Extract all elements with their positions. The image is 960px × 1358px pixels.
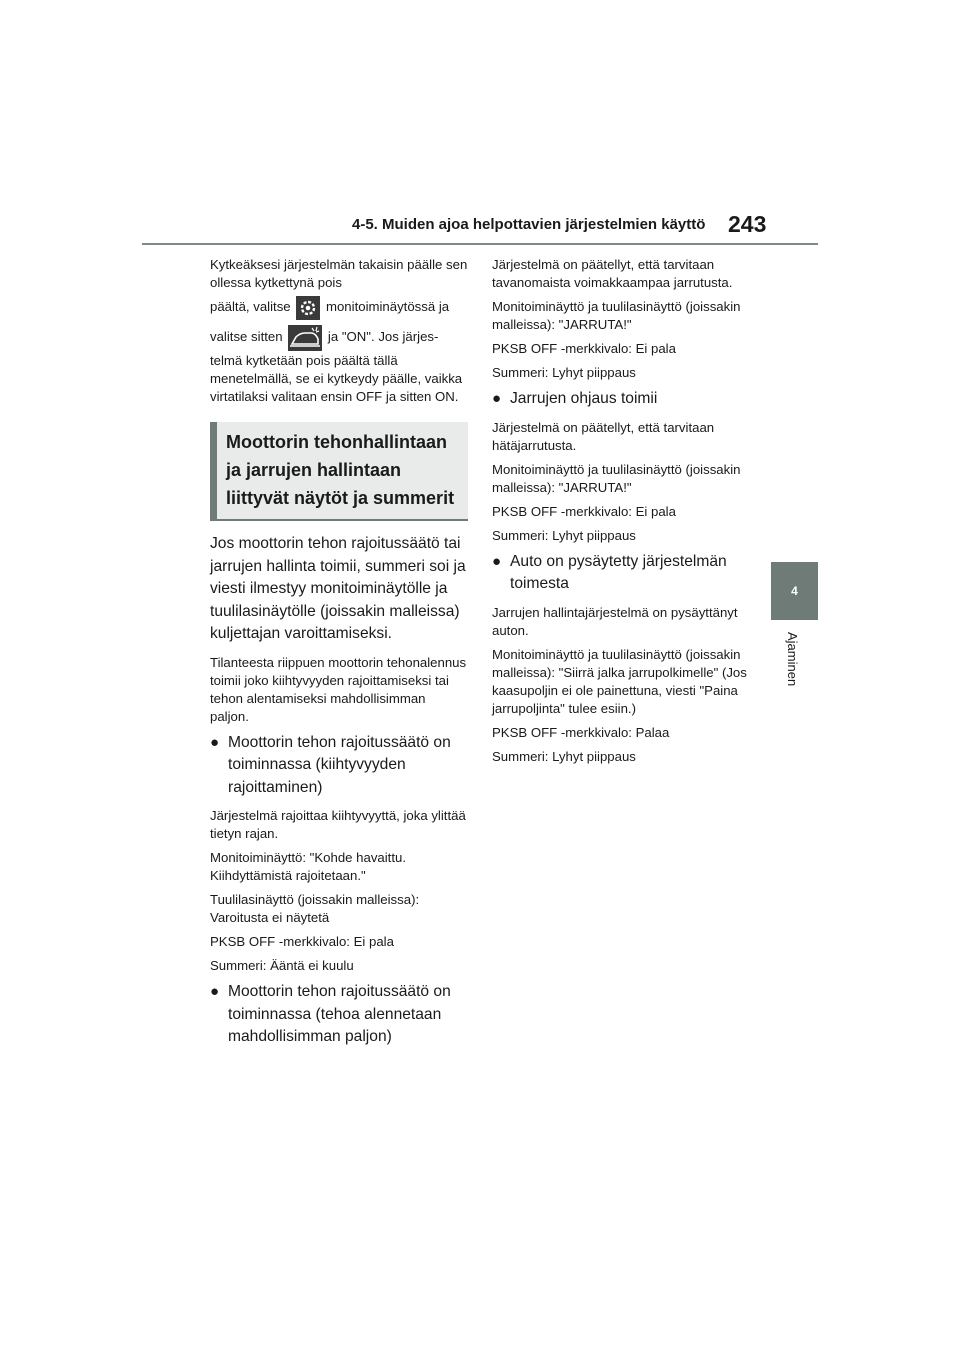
bullet-dot: ● <box>210 733 220 751</box>
detail-line: Summeri: Lyhyt piippaus <box>492 748 636 764</box>
detail-line: PKSB OFF -merkkivalo: Ei pala <box>492 341 676 356</box>
detail-line: Järjestelmä rajoittaa kiihtyvyyttä, joka ylittää tietyn rajan. <box>210 808 466 841</box>
detail-line: PKSB OFF -merkkivalo: Ei pala <box>210 934 394 949</box>
left-column <box>210 256 468 1057</box>
detail-line: Monitoiminäyttö ja tuulilasinäyttö (joissakin malleissa): "Siirrä jalka jarrupolkimelle" (Jos kaasupoljin ei ole painettuna, viesti "Paina jarrupoljinta" tulee esiin.) <box>492 646 747 716</box>
right-column <box>492 256 752 772</box>
chapter-tab-label: Ajaminen <box>785 632 800 687</box>
detail-line: PKSB OFF -merkkivalo: Palaa <box>492 724 670 740</box>
chapter-tab[interactable] <box>771 562 818 620</box>
intro-line-2 <box>210 292 468 322</box>
intro-text: päältä, valitse <box>210 299 291 314</box>
bullet-heading: Auto on pysäytetty järjestelmän toimesta <box>510 552 727 592</box>
intro-text: valitse sitten <box>210 329 283 344</box>
intro-text: monitoiminäytössä ja <box>325 299 450 314</box>
intro-line-1: Kytkeäksesi järjestelmän takaisin päälle sen ollessa kytkettynä pois <box>210 257 468 290</box>
header-rule <box>142 243 818 245</box>
bullet-dot: ● <box>210 983 220 1000</box>
detail-line: Summeri: Ääntä ei kuulu <box>210 958 354 973</box>
detail-line: Monitoiminäyttö ja tuulilasinäyttö (joissakin malleissa): "JARRUTA!" <box>492 299 741 332</box>
intro-line-4: telmä kytketään pois päältä tällä menetelmällä, se ei kytkeydy päälle, vaikka virtatilaksi valitaan ensin OFF ja sitten ON. <box>210 353 463 404</box>
gear-icon <box>296 296 320 320</box>
chapter-tab-number: 4 <box>791 584 798 598</box>
page-number: 243 <box>728 211 767 237</box>
bullet-heading: Jarrujen ohjaus toimii <box>510 390 658 407</box>
intro-text: ja "ON". Jos järjes- <box>327 329 439 344</box>
bullet-item <box>492 551 752 596</box>
bullet-dot: ● <box>492 390 502 407</box>
section-note: Tilanteesta riippuen moottorin tehonalennus toimii joko kiihtyvyyden rajoittamiseksi tai tehon alentamiseksi mahdollisimman paljon. <box>210 654 467 724</box>
bullet-item <box>210 732 468 800</box>
detail-line: PKSB OFF -merkkivalo: Ei pala <box>492 503 676 519</box>
bullet-dot: ● <box>492 552 502 570</box>
detail-line: Tuulilasinäyttö (joissakin malleissa): Varoitusta ei näytetä <box>210 892 420 925</box>
bullet-heading: Moottorin tehon rajoitussäätö on toiminnassa (tehoa alennetaan mahdollisimman paljon) <box>228 983 451 1045</box>
bullet-item <box>492 388 752 411</box>
section-lead: Jos moottorin tehon rajoitussäätö tai jarrujen hallinta toimii, summeri soi ja viesti ilmestyy monitoiminäytölle ja tuulilasinäytölle (joissakin malleissa) kuljettajan varoittamiseksi. <box>210 535 466 642</box>
section-heading: Moottorin tehonhallintaan ja jarrujen hallintaan liittyvät näytöt ja summerit <box>210 422 468 521</box>
detail-line: Monitoiminäyttö ja tuulilasinäyttö (joissakin malleissa): "JARRUTA!" <box>492 461 741 495</box>
bullet-item <box>210 981 468 1049</box>
detail-line: Summeri: Lyhyt piippaus <box>492 365 636 380</box>
bullet-heading: Moottorin tehon rajoitussäätö on toiminnassa (kiihtyvyyden rajoittaminen) <box>228 733 451 796</box>
detail-line: Summeri: Lyhyt piippaus <box>492 527 636 543</box>
detail-line: Järjestelmä on päätellyt, että tarvitaan hätäjarrutusta. <box>492 419 715 453</box>
detail-line: Monitoiminäyttö: "Kohde havaittu. Kiihdyttämistä rajoitetaan." <box>210 850 407 883</box>
intro-line-3 <box>210 322 468 352</box>
car-warning-icon <box>288 325 322 351</box>
detail-line: Jarrujen hallintajärjestelmä on pysäyttänyt auton. <box>492 604 738 638</box>
chapter-header: 4-5. Muiden ajoa helpottavien järjestelmien käyttö <box>352 216 706 233</box>
detail-line: Järjestelmä on päätellyt, että tarvitaan tavanomaista voimakkaampaa jarrutusta. <box>492 257 733 290</box>
